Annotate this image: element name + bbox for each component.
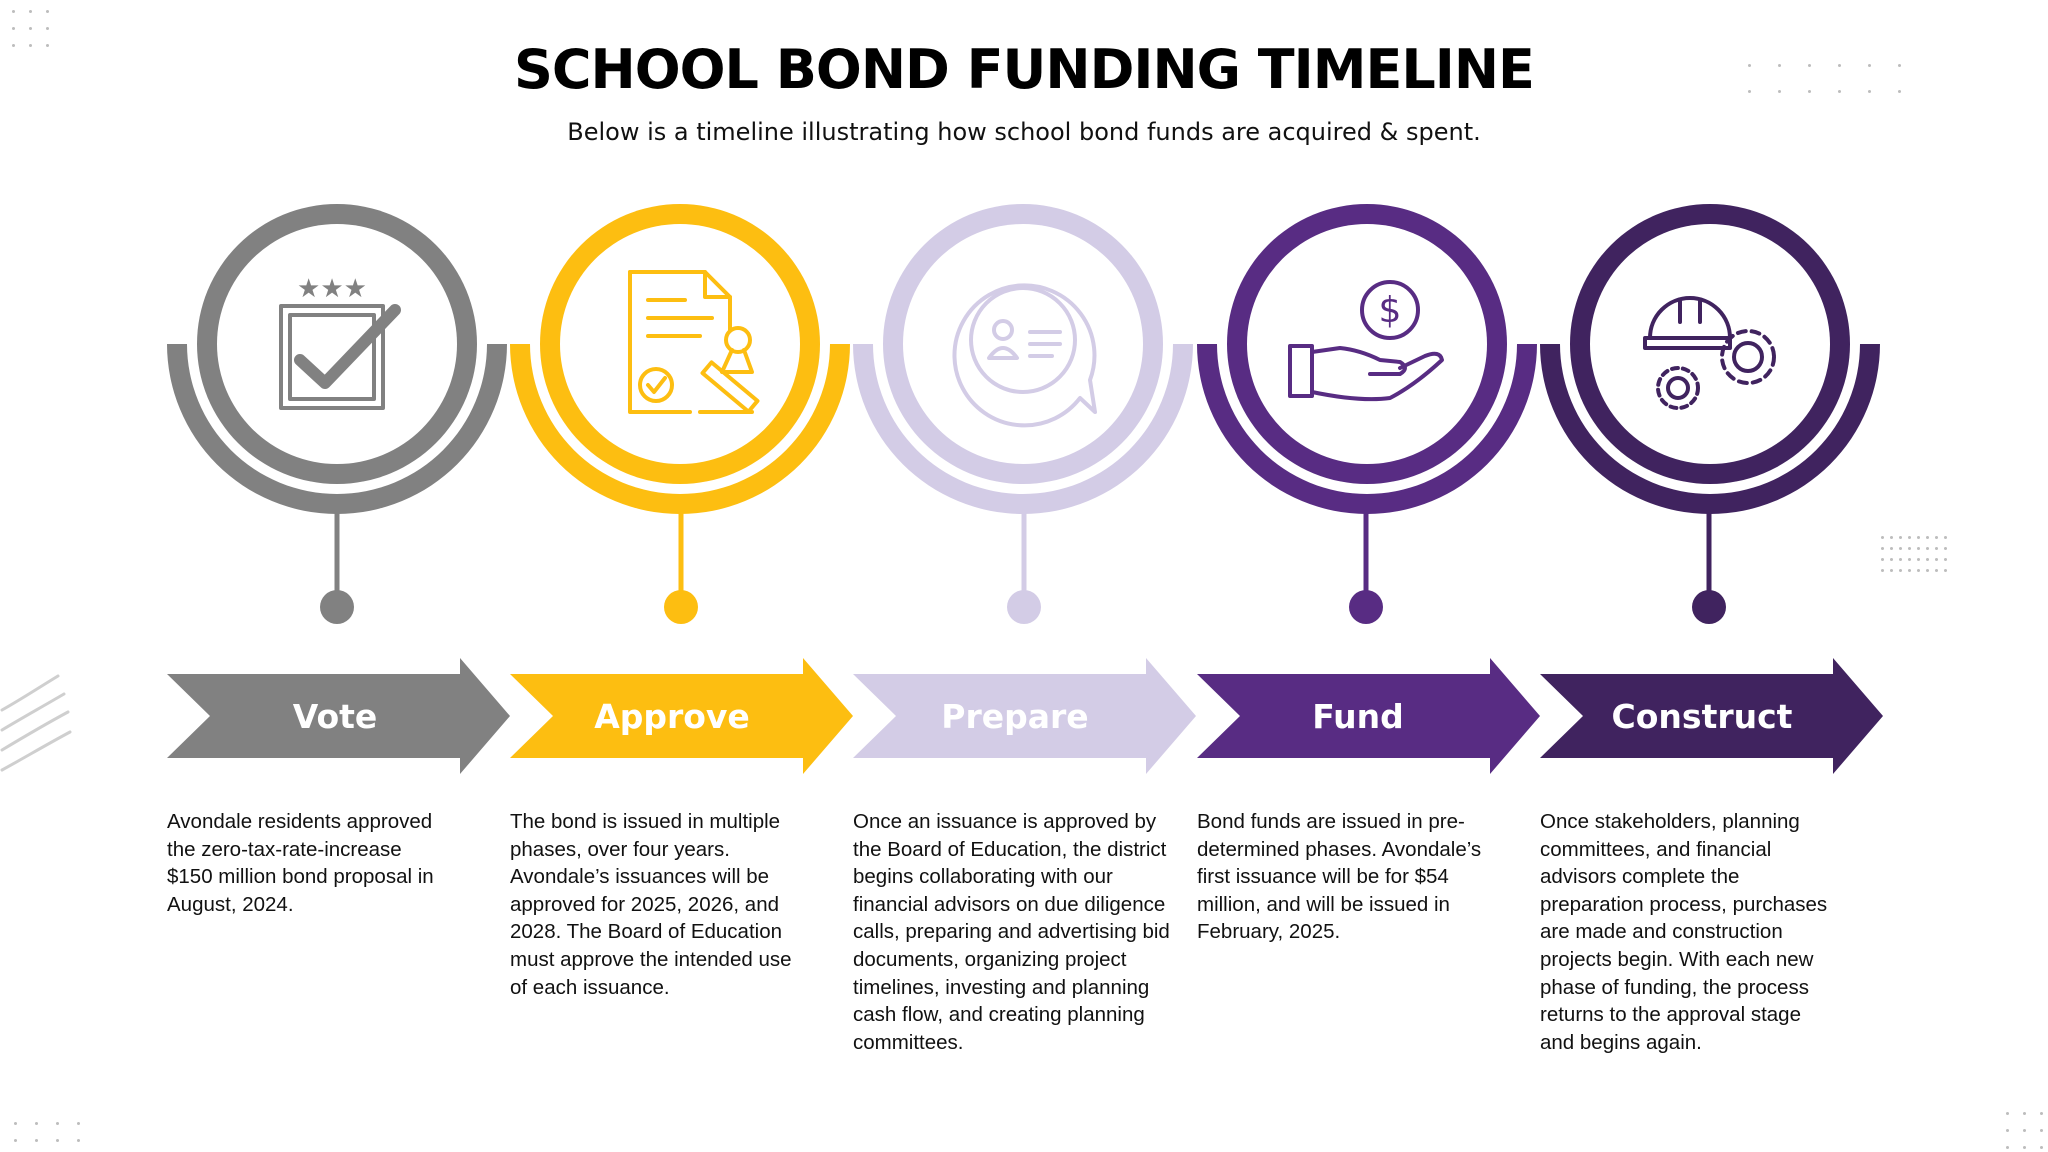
step-description-fund: Bond funds are issued in pre-determined phases. Avondale’s first issuance will be for $54 million, and will be issued in February, 2025. (1197, 810, 1482, 944)
decorative-dots-bottom-left (14, 1122, 80, 1142)
step-label: Prepare (941, 697, 1089, 736)
decorative-dots-right (1881, 536, 1947, 572)
step-label: Fund (1312, 697, 1404, 736)
step-inner-circle (560, 224, 800, 464)
step-construct (1540, 204, 1883, 774)
page-title: SCHOOL BOND FUNDING TIMELINE (514, 38, 1534, 101)
step-vote (167, 204, 510, 774)
step-inner-circle (903, 224, 1143, 464)
step-node (664, 590, 698, 624)
step-label: Approve (594, 697, 750, 736)
step-description-construct: Once stakeholders, planning committees, and financial advisors complete the preparation process, purchases are made and construction projects begin. With each new phase of funding, the process returns to the approval stage and begins again. (1540, 810, 1828, 1054)
step-inner-circle (217, 224, 457, 464)
step-node (1692, 590, 1726, 624)
step-approve (510, 204, 853, 774)
step-description-vote: Avondale residents approved the zero-tax-rate-increase $150 million bond proposal in August, 2024. (167, 810, 434, 916)
step-node (1349, 590, 1383, 624)
decorative-dots-bottom-right (2006, 1112, 2043, 1149)
decorative-waves (2, 676, 70, 770)
page-subtitle: Below is a timeline illustrating how school bond funds are acquired & spent. (567, 118, 1481, 146)
step-description-approve: The bond is issued in multiple phases, over four years. Avondale’s issuances will be approved for 2025, 2026, and 2028. The Board of Education must approve the intended use of each issuance. (510, 810, 792, 999)
step-prepare (853, 204, 1196, 774)
step-label: Vote (292, 697, 378, 736)
decorative-dots-top-left (12, 10, 49, 47)
step-inner-circle (1590, 224, 1830, 464)
step-fund (1197, 204, 1540, 774)
step-description-prepare: Once an issuance is approved by the Board of Education, the district begins collaborating with our financial advisors on due diligence calls, preparing and advertising bid documents, organizing project timelines, investing and planning cash flow, and creating planning committees. (853, 810, 1170, 1054)
step-inner-circle (1247, 224, 1487, 464)
svg-text:$: $ (1378, 290, 1402, 331)
step-node (320, 590, 354, 624)
svg-text:★★★: ★★★ (297, 274, 367, 304)
decorative-dots-top-right (1748, 64, 1901, 93)
step-node (1007, 590, 1041, 624)
step-label: Construct (1611, 697, 1793, 736)
